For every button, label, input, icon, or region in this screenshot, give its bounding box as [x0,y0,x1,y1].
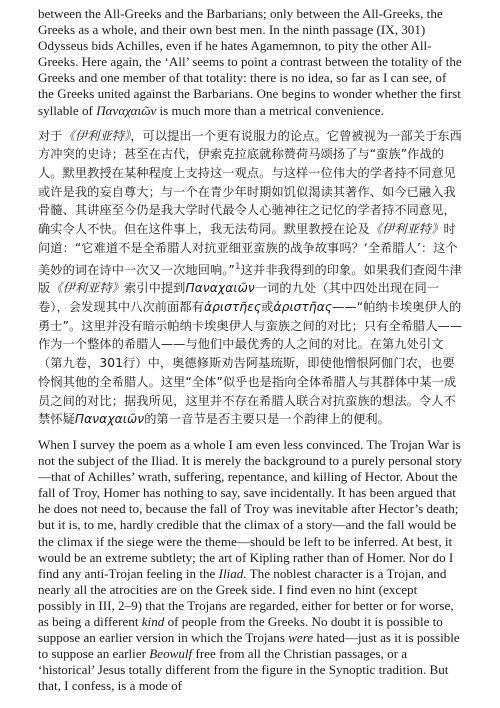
text-run: When I survey the poem as a whole I am even less convinced. The Trojan War is not the subject of the Iliad. It is merely the background to a purely personal story—that of Achilles’ wrath, suffering, repentance, and killing of Hector. About the fall of Troy, Homer has nothing to say, save incidentally. It has been argued that he does not need to, because the fall of Troy was inevitable after Hector’s death; but it is, to me, hardly credible that the climax of a story—and the fall would be the climax if the siege were the theme—should be left to be inferred. At best, it would be an extreme subtlety; the art of Kipling rather than of Homer. Nor do I find any anti-Trojan feeling in the [38,436,462,581]
text-run: is much more than a metrical convenience. [156,102,384,118]
greek-term: Παναχαιῶν [185,281,255,296]
text-run: 一词的九处（其中四处出现在同一卷），会发现其中八次前面都有 [38,281,440,315]
italic-emphasis: kind [141,614,165,629]
text-run: 对于 [38,128,63,143]
greek-term: Παναχαιῶν [74,412,145,427]
book-title: 《伊利亚特》 [62,128,131,143]
text-run: ，可以提出一个更有说服力的论点。它曾被视为一部关于东西方冲突的史诗；甚至在古代，伊索克拉底就称赞荷马颂扬了与“蛮族”作战的人。默里教授在某种程度上支持这一观点。与这样一位伟大的学者持不同意见或许是我的妄自尊大；与一个在青少年时期如饥似渴读其著作、如今已融入我骨髓、其讲座至今仍是我大学时代最令人心驰神往之记忆的学者持不同意见，确实令人不快。但在这件事上，我无法苟同。默里教授在论及 [38,128,462,237]
english-paragraph-2 [38,437,464,695]
text-run: between the All-Greeks and the Barbarians; only between the All-Greeks, the Greeks as a whole, and their own best men. In the ninth passage (IX, 301) Odysseus bids Achilles, even if he hates Agamemnon, to pity the other All-Greeks. Here again, the ‘All’ seems to point a contrast between the totality of the Greeks and one member of that totality: there is no idea, so far as I can see, of the Greeks united against the Barbarians. One begins to wonder whether the first syllable of [38,6,462,118]
text-run: 的第一音节是否主要只是一个韵律上的便利。 [144,412,390,427]
text-run: 这并非我得到的印象。如果我们查阅牛津版 [38,262,462,296]
italic-title: Beowulf [149,646,193,662]
greek-term: Παναχαιῶν [96,102,157,118]
text-run: free from all the Christian passages, or a ‘historical’ Jesus totally different from the figure in the Synoptic tradition. But that, I confess, is a mode of [38,646,449,694]
text-run: of people from the Greeks. No doubt it is possible to suppose an earlier version in which the Trojans [38,614,443,646]
document-page [38,6,464,694]
greek-term: ἀριστῆες [203,300,262,315]
text-run: 索引中提到 [124,281,186,296]
text-run: ——“帕纳卡埃奥伊人的勇士”。这里并没有暗示帕纳卡埃奥伊人与蛮族之间的对比；只有全希腊人——作为一个整体的希腊人——与他们中最优秀的人之间的对比。在第九处引文（第九卷，301行）中，奥德修斯劝告阿基琉斯，即使他憎恨阿伽门农，也要怜悯其他的全希腊人。这里“全体”似乎也是指向全体希腊人与其群体中某一成员之间的对比；据我所见，这里并不存在希腊人联合对抗蛮族的想法。令人不禁怀疑 [38,300,463,427]
italic-title: Iliad. [218,565,247,581]
greek-term: ἀριστῆας [273,300,333,315]
text-run: 时问道：“它难道不是全希腊人对抗亚细亚蛮族的战争故事吗？‘全希腊人’：这个美妙的词在诗中一次又一次地回响。” [38,222,458,277]
english-paragraph-1 [38,6,464,119]
book-title: 《伊利亚特》 [50,281,125,296]
text-run: hated—just as it is possible to suppose an earlier [38,630,460,662]
italic-emphasis: were [288,630,314,646]
text-run: The noblest character is a Trojan, and nearly all the atrocities are on the Greek side. I find even no hint (except possibly in III, 2–9) that the Trojans are regarded, either for better or for worse, as being a different [38,565,454,629]
footnote-link[interactable]: 1 [234,261,241,272]
book-title: 《伊利亚特》 [369,222,444,237]
text-run: 或 [261,300,274,315]
chinese-paragraph [38,127,464,429]
